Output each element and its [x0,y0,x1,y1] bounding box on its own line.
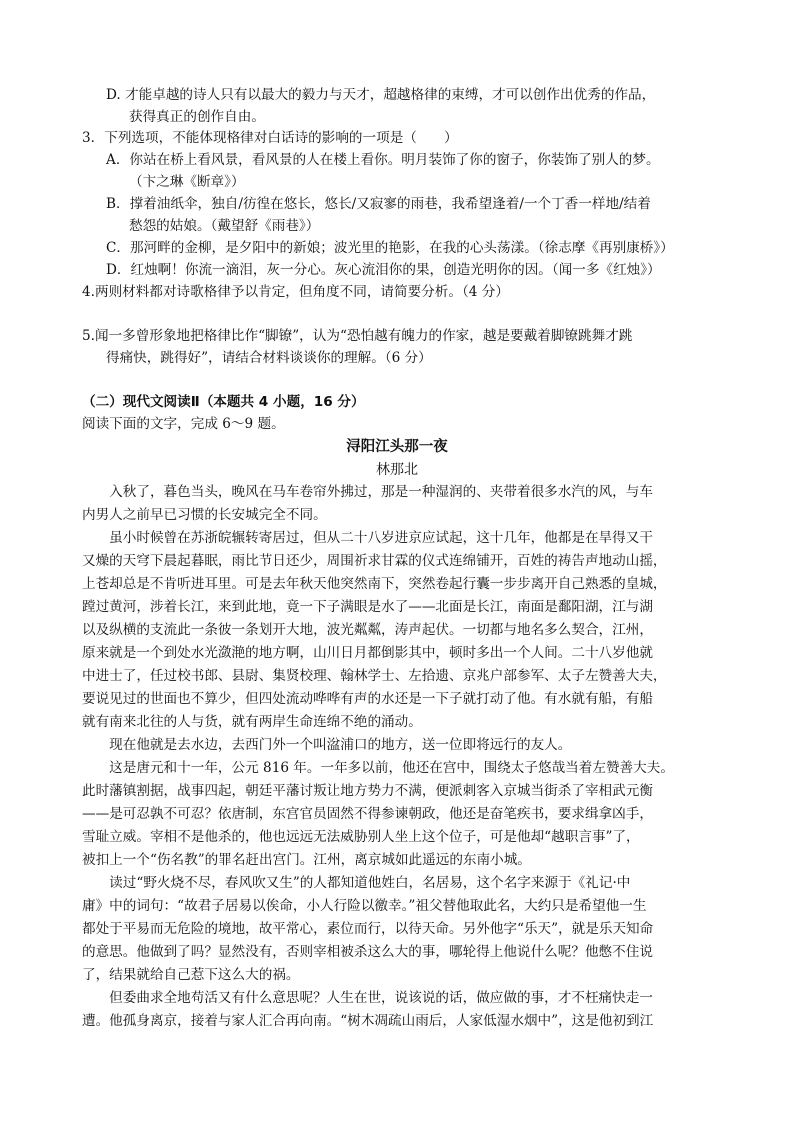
article-line: 的意思。他做到了吗？显然没有，否则宰相被杀这么大的事，哪轮得上他说什么呢？他憋不住说 [82,944,653,960]
article-line: 此时藩镇割据，战事四起，朝廷平藩讨叛让地方势力不满，便派刺客入京城当街杀了宰相武元衡 [82,783,653,799]
section-instruction: 阅读下面的文字，完成 6～9 题。 [82,416,285,432]
article-line: 现在他就是去水边，去西门外一个叫湓浦口的地方，送一位即将远行的友人。 [82,737,572,753]
q5-stem-line1: 5.闻一多曾形象地把格律比作“脚镣”，认为“恐怕越有魄力的作家，越是要戴着脚镣跳舞才跳 [82,328,633,344]
q3-option-d: D．红烛啊！你流一滴泪，灰一分心。灰心流泪你的果，创造光明你的因。（闻一多《红烛》） [106,262,661,278]
article-line: 原来就是一个到处水光潋滟的地方啊，山川日月都倒影其中，顿时多出一个人间。二十八岁他就 [82,645,653,661]
q3-option-b-line1: B．撑着油纸伞，独自/彷徨在悠长，悠长/又寂寥的雨巷，我希望逢着/一个丁香一样地/结着 [106,196,651,212]
article-line: 上苍却总是不肯听进耳里。可是去年秋天他突然南下，突然卷起行囊一步步离开自己熟悉的皇城， [82,576,667,592]
q3-option-b-line2: 愁怨的姑娘。（戴望舒《雨巷》） [129,218,320,234]
article-line: 蹚过黄河，涉着长江，来到此地，竟一下子满眼是水了——北面是长江，南面是鄱阳湖，江与湖 [82,599,653,615]
q2-option-d-line1: D. 才能卓越的诗人只有以最大的毅力与天才，超越格律的束缚，才可以创作出优秀的作品， [106,87,656,103]
q3-option-a-line1: A．你站在桥上看风景，看风景的人在楼上看你。明月装饰了你的窗子，你装饰了别人的梦。 [106,152,660,168]
article-line: 中进士了，任过校书郎、县尉、集贤校理、翰林学士、左拾遗、京兆户部参军、太子左赞善大夫， [82,668,667,684]
q3-stem: 3．下列选项，不能体现格律对白话诗的影响的一项是（ ） [82,130,458,146]
article-line: 又燥的天穹下晨起暮眠，雨比节日还少，周围祈求甘霖的仪式连绵铺开，百姓的祷告声地动山摇， [82,553,667,569]
section-heading: （二）现代文阅读Ⅱ（本题共 4 小题，16 分） [82,394,365,410]
article-line: 但委曲求全地苟活又有什么意思呢？人生在世，说该说的话，做应做的事，才不枉痛快走一 [82,990,653,1006]
q3-option-a-line2: （卞之琳《断章》） [129,174,245,190]
article-line: 了，结果就给自己惹下这么大的祸。 [82,967,300,983]
article-line: 入秋了，暮色当头，晚风在马车卷帘外拂过，那是一种湿润的、夹带着很多水汽的风，与车 [82,484,653,500]
article-title: 浔阳江头那一夜 [346,439,448,455]
q4-stem: 4.两则材料都对诗歌格律予以肯定，但角度不同，请简要分析。（4 分） [82,284,509,300]
q3-option-c: C．那河畔的金柳，是夕阳中的新娘；波光里的艳影，在我的心头荡漾。（徐志摩《再别康桥》） [106,240,674,256]
article-line: 都处于平易而无危险的境地，故平常心，素位而行，以待天命。另外他字“乐天”，就是乐天知命 [82,921,654,937]
article-line: 就有南来北往的人与货，就有两岸生命连绵不绝的涌动。 [82,714,422,730]
article-author: 林那北 [376,462,418,478]
article-line: 虽小时候曾在苏浙皖辗转寄居过，但从二十八岁进京应试起，这十几年，他都是在旱得又干 [82,530,653,546]
article-line: 内男人之前早已习惯的长安城完全不同。 [82,507,327,523]
q5-stem-line2: 得痛快，跳得好”，请结合材料谈谈你的理解。（6 分） [106,350,432,366]
article-line: 要说见过的世面也不算少，但四处流动哗哗有声的水还是一下子就打动了他。有水就有船，有船 [82,691,653,707]
article-line: 读过“野火烧不尽，春风吹又生”的人都知道他姓白，名居易，这个名字来源于《礼记·中 [82,875,631,891]
article-line: 这是唐元和十一年，公元 816 年。一年多以前，他还在宫中，围绕太子悠哉当着左赞善大夫。 [82,760,674,776]
article-line: 庸》中的词句：“故君子居易以俟命，小人行险以徼幸。”祖父替他取此名，大约只是希望他一生 [82,898,647,914]
article-line: 被扣上一个“伤名教”的罪名赶出宫门。江州，离京城如此遥远的东南小城。 [82,852,531,868]
article-line: ——是可忍孰不可忍？依唐制，东宫官员固然不得参谏朝政，他还是奋笔疾书，要求缉拿凶手， [82,806,653,822]
article-line: 雪耻立威。宰相不是他杀的，他也远远无法威胁别人坐上这个位子，可是他却“越职言事”了， [82,829,640,845]
article-line: 以及纵横的支流此一条彼一条划开大地，波光粼粼，涛声起伏。一切都与地名多么契合，江州， [82,622,653,638]
q2-option-d-line2: 获得真正的创作自由。 [129,109,265,125]
article-line: 遭。他孤身离京，接着与家人汇合再向南。“树木凋疏山雨后，人家低湿水烟中”，这是他初到江 [82,1013,654,1029]
